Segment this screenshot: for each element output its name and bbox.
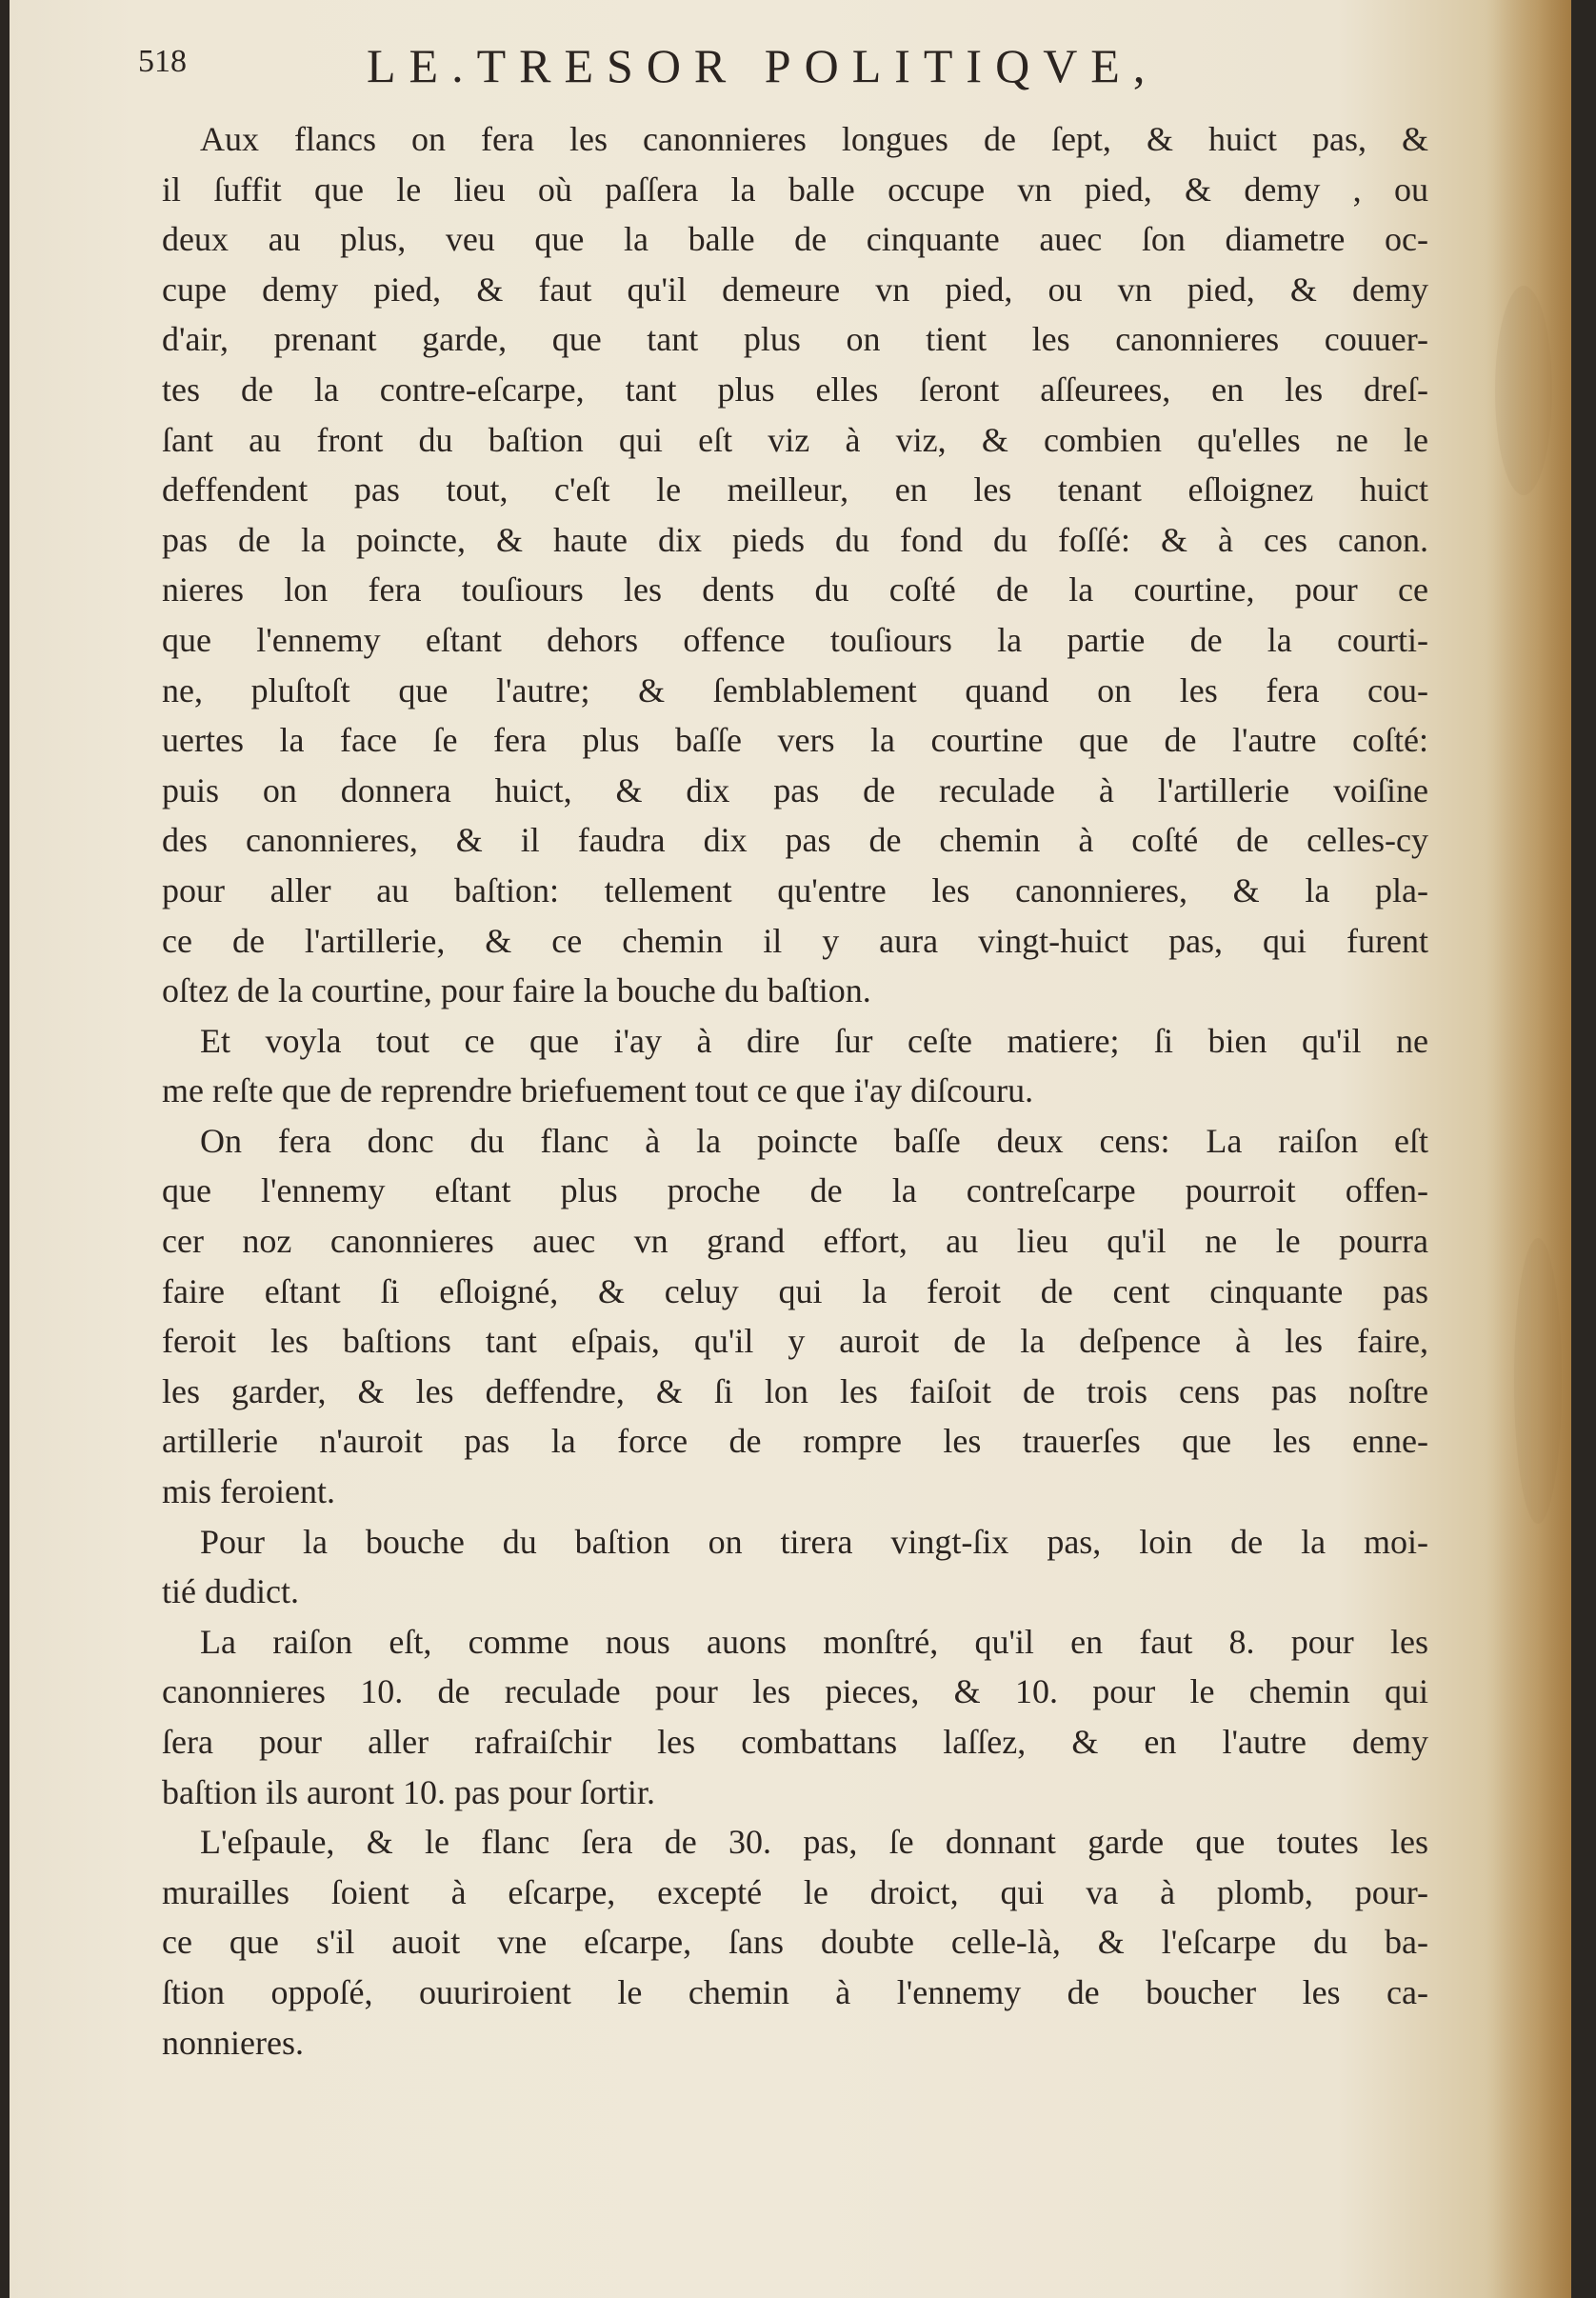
page-header: [138, 38, 1271, 95]
text-line: pas de la poincte, & haute dix pieds du fond du foſſé: & à ces canon.: [162, 520, 1428, 559]
text-line: On fera donc du flanc à la poincte baſſe deux cens: La raiſon eſt: [200, 1121, 1428, 1160]
text-line: ce de l'artillerie, & ce chemin il y aura vingt-huict pas, qui furent: [162, 921, 1428, 960]
text-line: ſant au front du baſtion qui eſt viz à viz, & combien qu'elles ne le: [162, 420, 1428, 459]
text-line: me reſte que de reprendre briefuement tout ce que i'ay diſcouru.: [162, 1071, 1034, 1110]
text-line: cupe demy pied, & faut qu'il demeure vn pied, ou vn pied, & demy: [162, 270, 1428, 309]
text-line: nonnieres.: [162, 2023, 304, 2062]
text-line: d'air, prenant garde, que tant plus on tient les canonnieres couuer-: [162, 320, 1428, 359]
text-line: mis feroient.: [162, 1472, 335, 1511]
text-line: deux au plus, veu que la balle de cinquante auec ſon diametre oc-: [162, 220, 1428, 259]
running-title: LE.TRESOR POLITIQVE,: [367, 39, 1159, 92]
text-line: Aux flancs on fera les canonnieres longues de ſept, & huict pas, &: [200, 120, 1428, 158]
text-line: ſtion oppoſé, ouuriroient le chemin à l'ennemy de boucher les ca-: [162, 1972, 1428, 2011]
text-line: deffendent pas tout, c'eſt le meilleur, en les tenant eſloignez huict: [162, 470, 1428, 510]
text-line: puis on donnera huict, & dix pas de reculade à l'artillerie voiſine: [162, 770, 1428, 809]
text-line: Et voyla tout ce que i'ay à dire ſur ceſte matiere; ſi bien qu'il ne: [200, 1021, 1428, 1060]
text-line: nieres lon fera touſiours les dents du coſté de la courtine, pour ce: [162, 570, 1428, 609]
text-line: il ſuffit que le lieu où paſſera la balle occupe vn pied, & demy , ou: [162, 170, 1428, 209]
text-line: tes de la contre-eſcarpe, tant plus elles ſeront aſſeurees, en les dreſ-: [162, 370, 1428, 409]
text-line: baſtion ils auront 10. pas pour ſortir.: [162, 1772, 655, 1811]
page-number: 518: [138, 44, 187, 79]
text-line: L'eſpaule, & le flanc ſera de 30. pas, ſe donnant garde que toutes les: [200, 1823, 1428, 1862]
text-line: pour aller au baſtion: tellement qu'entre les canonnieres, & la pla-: [162, 870, 1428, 909]
text-line: que l'ennemy eſtant dehors offence touſiours la partie de la courti-: [162, 620, 1428, 659]
text-line: canonnieres 10. de reculade pour les pieces, & 10. pour le chemin qui: [162, 1672, 1428, 1711]
text-line: oſtez de la courtine, pour faire la bouche du baſtion.: [162, 971, 871, 1010]
book-page: [10, 0, 1571, 2298]
text-line: que l'ennemy eſtant plus proche de la contreſcarpe pourroit offen-: [162, 1171, 1428, 1210]
text-line: les garder, & les deffendre, & ſi lon les faiſoit de trois cens pas noſtre: [162, 1371, 1428, 1410]
text-line: Pour la bouche du baſtion on tirera vingt-ſix pas, loin de la moi-: [200, 1522, 1428, 1561]
text-line: faire eſtant ſi eſloigné, & celuy qui la feroit de cent cinquante pas: [162, 1271, 1428, 1310]
text-line: feroit les baſtions tant eſpais, qu'il y auroit de la deſpence à les faire,: [162, 1322, 1428, 1361]
page-stain: [1514, 1238, 1562, 1524]
text-line: tié dudict.: [162, 1572, 299, 1611]
text-line: La raiſon eſt, comme nous auons monſtré, qu'il en faut 8. pour les: [200, 1622, 1428, 1661]
body-text: [162, 114, 1428, 2068]
text-line: artillerie n'auroit pas la force de rompre les trauerſes que les enne-: [162, 1422, 1428, 1461]
text-line: ce que s'il auoit vne eſcarpe, ſans doubte celle-là, & l'eſcarpe du ba-: [162, 1923, 1428, 1962]
text-line: ne, pluſtoſt que l'autre; & ſemblablement quand on les fera cou-: [162, 670, 1428, 709]
text-line: uertes la face ſe fera plus baſſe vers la courtine que de l'autre coſté:: [162, 721, 1428, 760]
text-line: murailles ſoient à eſcarpe, excepté le droict, qui va à plomb, pour-: [162, 1872, 1428, 1911]
text-line: ſera pour aller rafraiſchir les combattans laſſez, & en l'autre demy: [162, 1723, 1428, 1761]
text-line: cer noz canonnieres auec vn grand effort, au lieu qu'il ne le pourra: [162, 1222, 1428, 1261]
text-line: des canonnieres, & il faudra dix pas de chemin à coſté de celles-cy: [162, 821, 1428, 860]
page-stain: [1495, 286, 1552, 495]
